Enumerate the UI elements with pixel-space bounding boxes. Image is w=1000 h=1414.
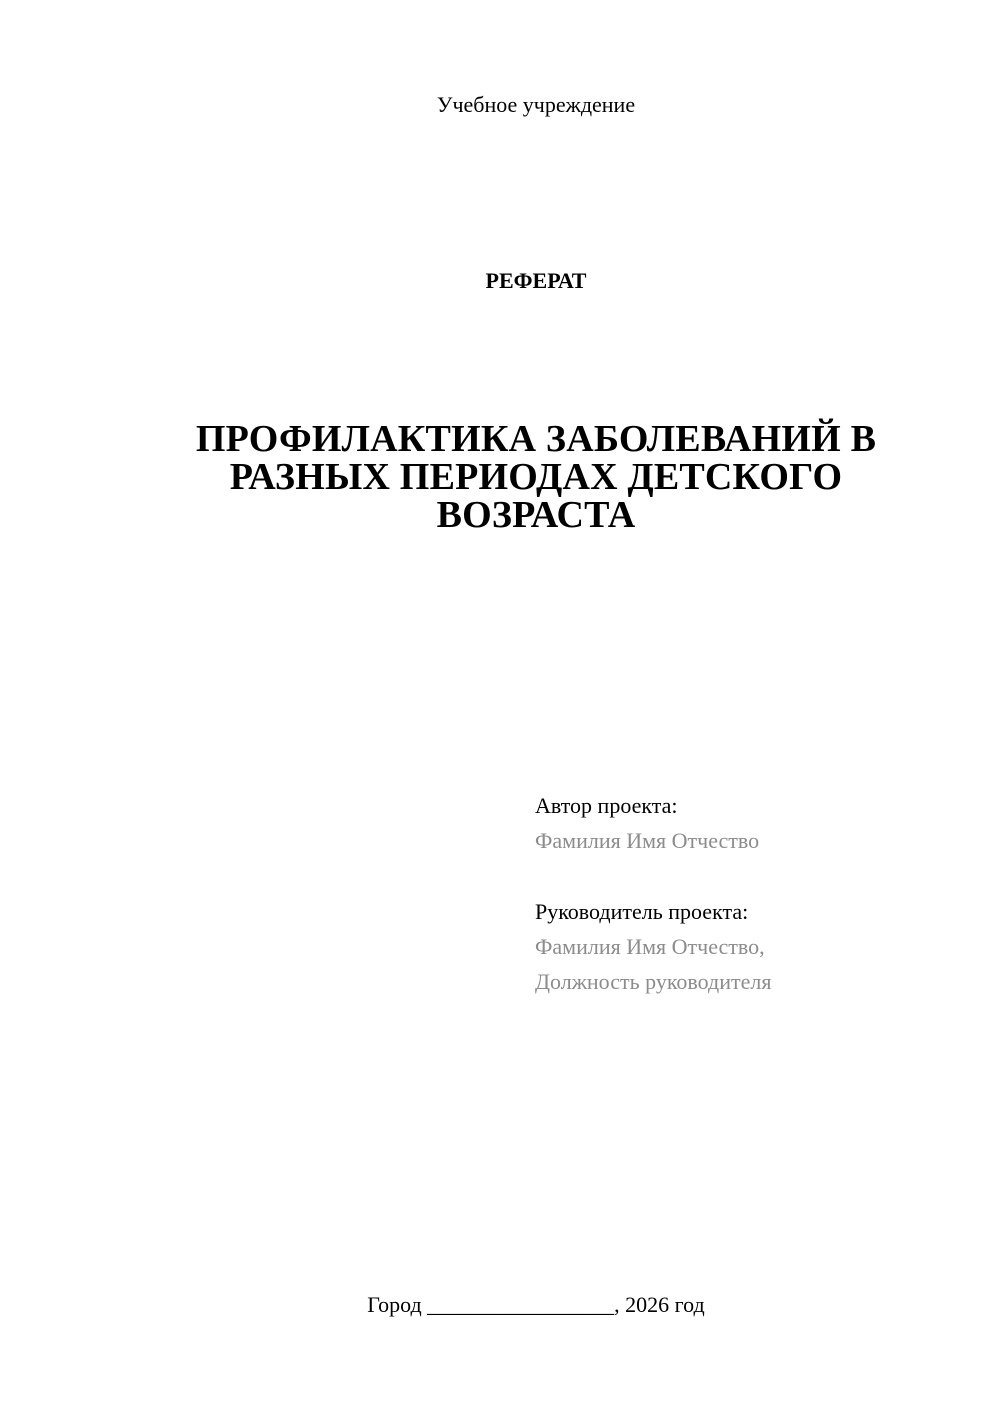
document-type: РЕФЕРАТ xyxy=(485,268,587,293)
spacer xyxy=(535,858,975,894)
supervisor-name-placeholder: Фамилия Имя Отчество, xyxy=(535,934,765,959)
document-title xyxy=(150,420,922,534)
author-name-placeholder: Фамилия Имя Отчество xyxy=(535,828,760,853)
title-line: РАЗНЫХ ПЕРИОДАХ ДЕТСКОГО xyxy=(229,456,843,498)
institution-name: Учебное учреждение xyxy=(436,92,636,117)
supervisor-position-placeholder: Должность руководителя xyxy=(535,969,772,994)
author-label: Автор проекта: xyxy=(535,793,678,818)
city-year-line: Город _________________, 2026 год xyxy=(367,1292,705,1317)
credits-block xyxy=(535,788,975,999)
supervisor-label: Руководитель проекта: xyxy=(535,899,749,924)
title-line: ВОЗРАСТА xyxy=(436,494,636,536)
title-line: ПРОФИЛАКТИКА ЗАБОЛЕВАНИЙ В xyxy=(195,418,877,460)
